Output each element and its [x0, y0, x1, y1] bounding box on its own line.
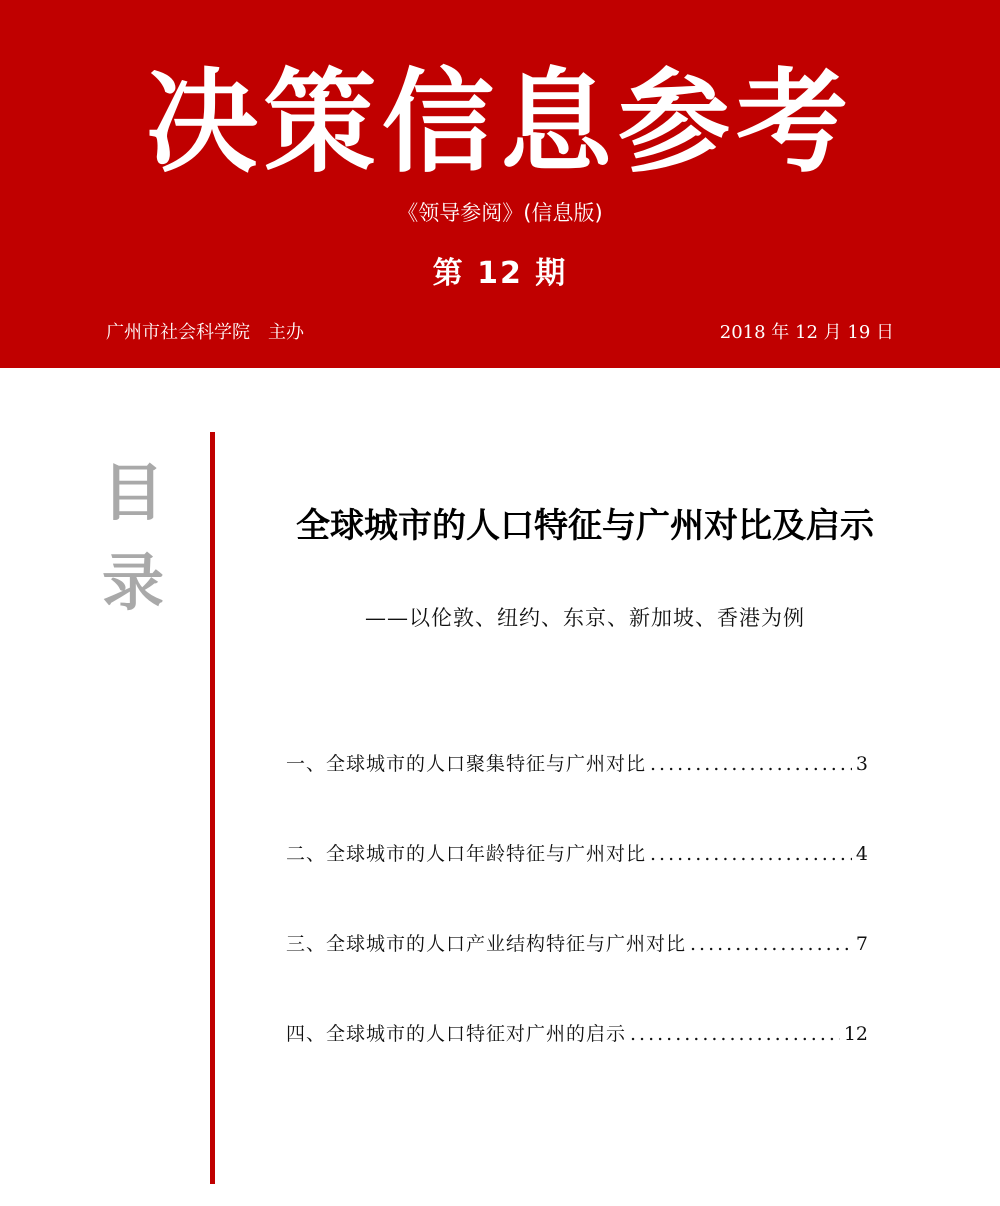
toc-item[interactable] — [286, 836, 868, 926]
toc-dot-leader — [650, 746, 852, 782]
publication-subtitle: 《领导参阅》(信息版) — [397, 201, 603, 225]
toc-item-text: 一、全球城市的人口聚集特征与广州对比 — [286, 753, 647, 775]
issue-number: 第 12 期 — [432, 256, 568, 291]
header-banner — [0, 0, 1000, 368]
toc-heading-char: 录 — [101, 546, 164, 619]
publisher: 广州市社会科学院 主办 — [106, 322, 304, 343]
toc-item[interactable] — [286, 926, 868, 1016]
report-title: 全球城市的人口特征与广州对比及启示 — [296, 506, 874, 546]
vertical-divider — [210, 432, 215, 1184]
toc-item-text: 三、全球城市的人口产业结构特征与广州对比 — [286, 933, 687, 955]
toc-item-text: 二、全球城市的人口年龄特征与广州对比 — [286, 843, 647, 865]
toc-page-number: 12 — [843, 1023, 868, 1045]
toc-page-number: 4 — [855, 843, 868, 865]
publication-title: 决策信息参考 — [146, 57, 854, 188]
toc-list — [286, 746, 868, 1106]
toc-heading — [100, 448, 166, 628]
toc-dot-leader — [650, 836, 852, 872]
report-subtitle: ——以伦敦、纽约、东京、新加坡、香港为例 — [365, 606, 805, 630]
toc-heading-char: 目 — [101, 456, 164, 529]
toc-dot-leader — [690, 926, 852, 962]
toc-item-text: 四、全球城市的人口特征对广州的启示 — [286, 1023, 627, 1045]
toc-page-number: 7 — [855, 933, 868, 955]
toc-dot-leader — [630, 1016, 840, 1052]
toc-page-number: 3 — [855, 753, 868, 775]
toc-item[interactable] — [286, 746, 868, 836]
publish-date: 2018 年 12 月 19 日 — [719, 322, 894, 343]
toc-item[interactable] — [286, 1016, 868, 1106]
